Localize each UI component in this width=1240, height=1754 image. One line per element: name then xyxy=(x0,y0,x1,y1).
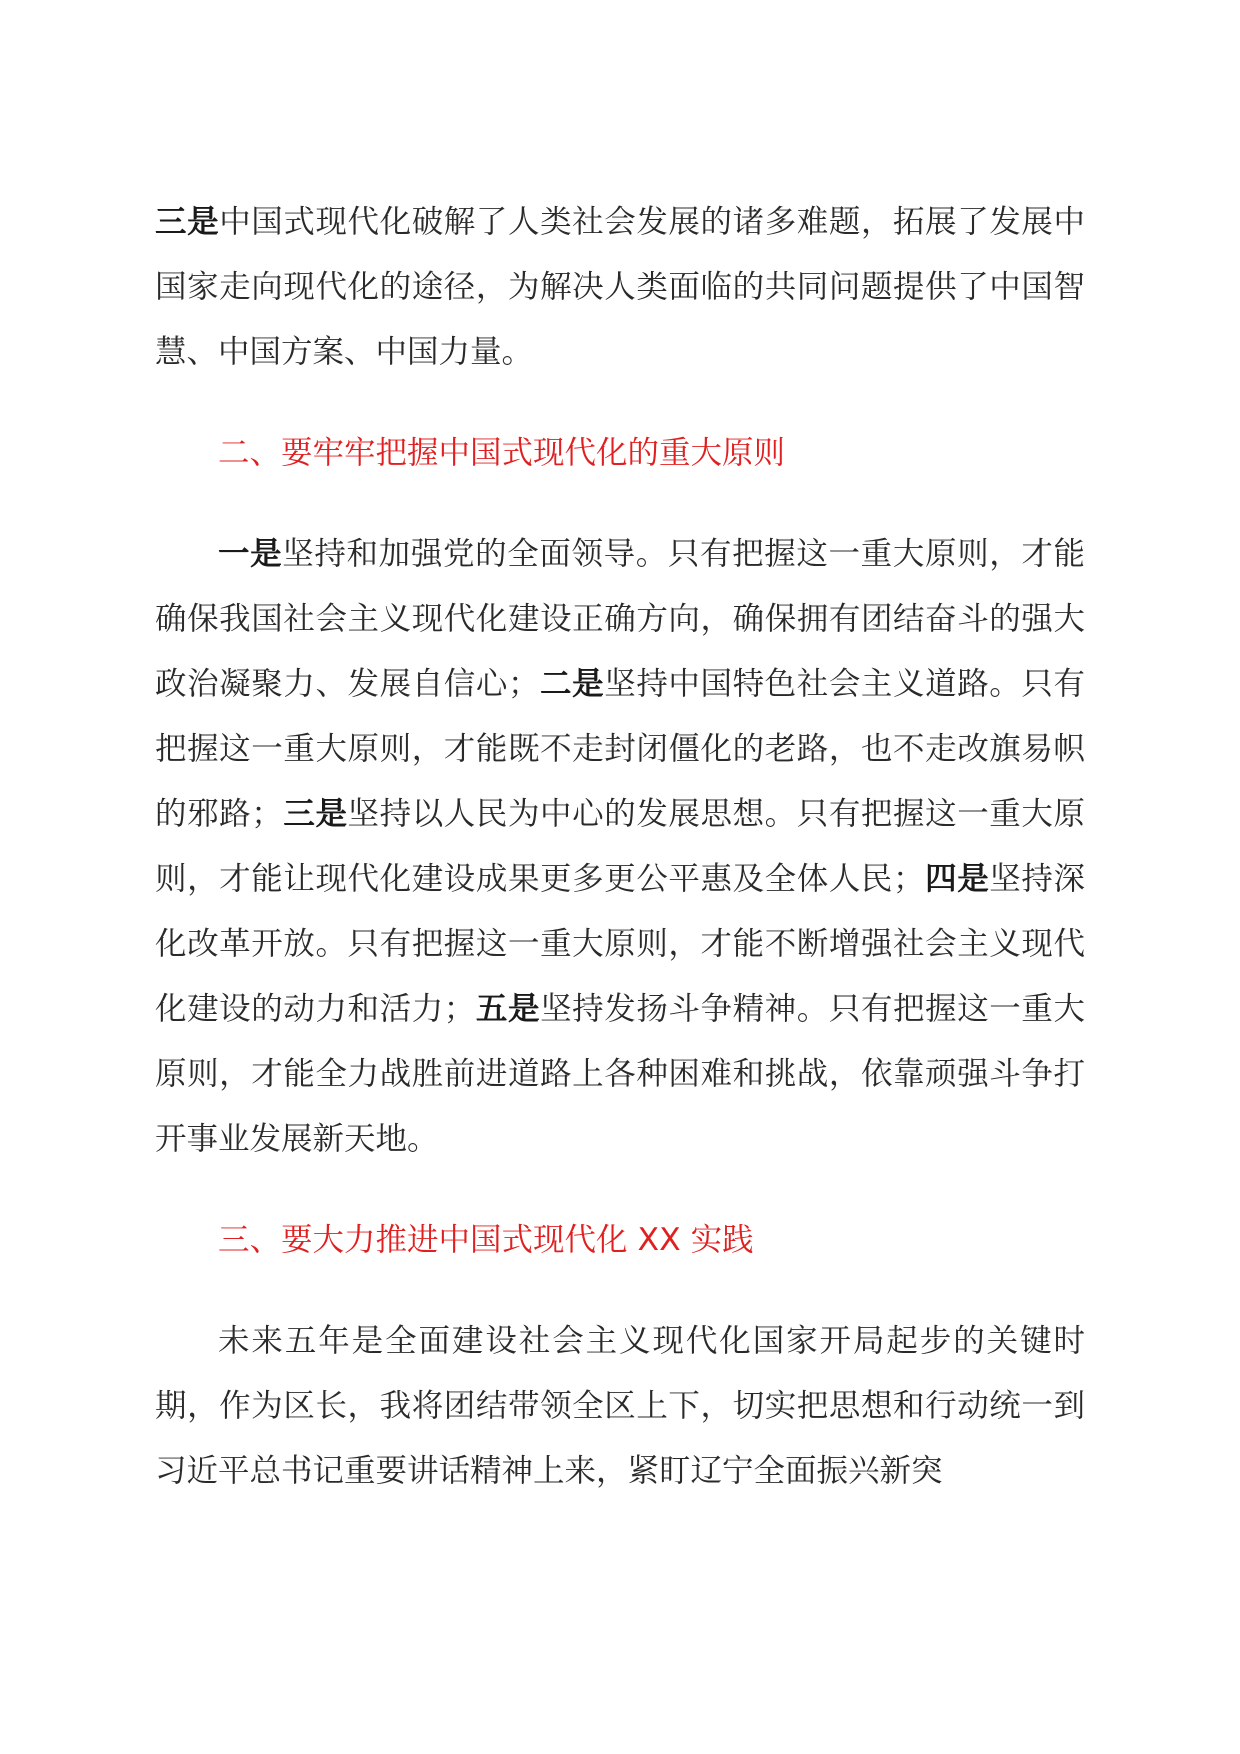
section-heading-2: 二、要牢牢把握中国式现代化的重大原则 xyxy=(218,435,786,471)
section-heading-3: 三、要大力推进中国式现代化 XX 实践 xyxy=(218,1222,754,1258)
paragraph-text: 坚持以人民为中心的发展思想。只有把握这一重大原则，才能让现代化建设成果更多更公平惠及全体人民； xyxy=(155,796,1085,897)
lead-phrase: 一是 xyxy=(218,536,283,572)
paragraph-text: 未来五年是全面建设社会主义现代化国家开局起步的关键时期，作为区长，我将团结带领全区上下，切实把思想和行动统一到习近平总书记重要讲话精神上来，紧盯辽宁全面振兴新突 xyxy=(155,1323,1085,1489)
paragraph-text: 坚持和加强党的全面领导。只有把握这一重大原则，才能确保我国社会主义现代化建设正确方向，确保拥有团结奋斗的强大政治凝聚力、发展自信心； xyxy=(155,536,1085,702)
paragraph-text: 中国式现代化破解了人类社会发展的诸多难题，拓展了发展中国家走向现代化的途径，为解决人类面临的共同问题提供了中国智慧、中国方案、中国力量。 xyxy=(155,204,1085,370)
paragraph-text: 坚持中国特色社会主义道路。只有把握这一重大原则，才能既不走封闭僵化的老路，也不走改旗易帜的邪路； xyxy=(155,666,1085,832)
document-page xyxy=(155,190,1085,1504)
lead-phrase: 三是 xyxy=(282,796,348,832)
lead-phrase: 二是 xyxy=(539,666,605,702)
paragraph-principles xyxy=(155,522,1085,1172)
paragraph-point-three xyxy=(155,190,1085,385)
paragraph-practice xyxy=(155,1309,1085,1504)
lead-phrase: 三是 xyxy=(155,204,220,240)
lead-phrase: 五是 xyxy=(475,991,541,1027)
paragraph-text: 坚持深化改革开放。只有把握这一重大原则，才能不断增强社会主义现代化建设的动力和活力； xyxy=(155,861,1085,1027)
lead-phrase: 四是 xyxy=(924,861,990,897)
paragraph-text: 坚持发扬斗争精神。只有把握这一重大原则，才能全力战胜前进道路上各种困难和挑战，依靠顽强斗争打开事业发展新天地。 xyxy=(155,991,1085,1157)
